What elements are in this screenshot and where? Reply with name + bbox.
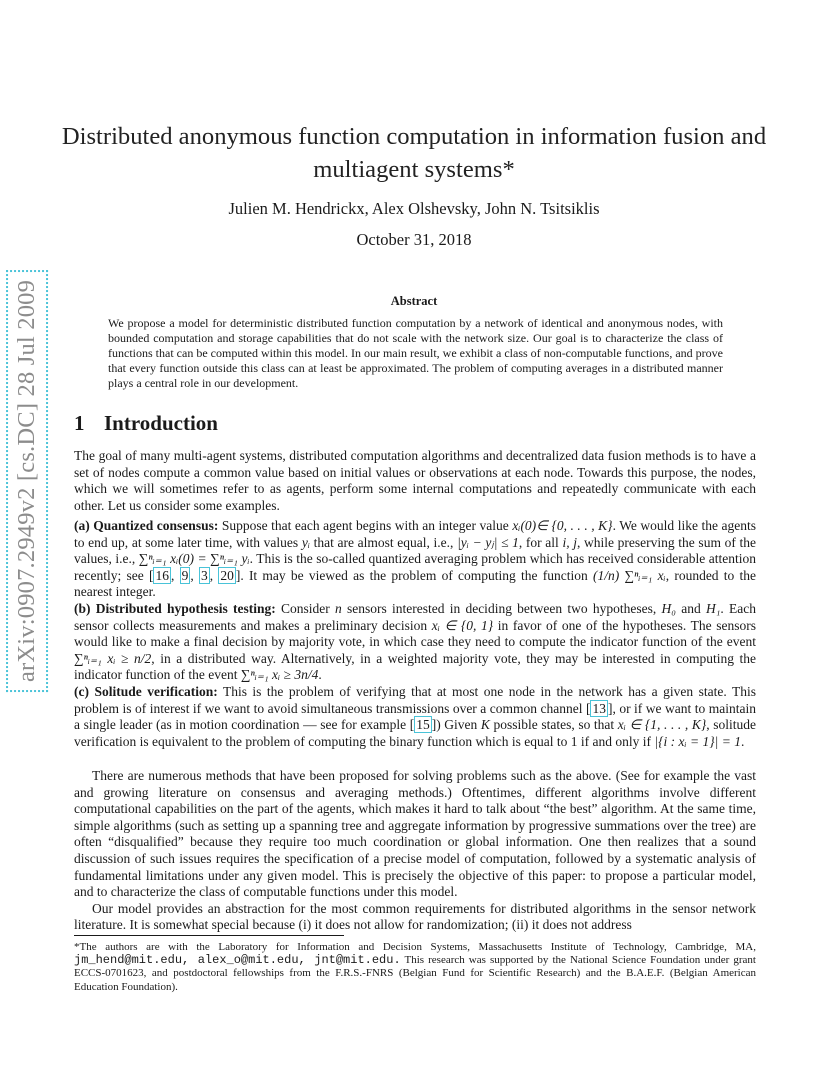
citation-link[interactable]: 20 [220, 567, 234, 583]
math-inline: K [480, 717, 490, 733]
paragraph-text: The goal of many multi-agent systems, distributed computation algorithms and decentralized data fusion methods is to have a set of nodes compute a common value based on initial values or observations at each node. Towards this purpose, the nodes, which we will sometimes refer to as agents, perform some internal computations and repeatedly communicate with each other. Let us consider some examples. [74, 448, 756, 513]
abstract-heading: Abstract [390, 294, 438, 308]
text-run: , solitude verification is equivalent to the problem of computing the binary function which is equal to 1 if and only if [74, 717, 757, 749]
math-inline: i, j [562, 534, 577, 550]
example-solitude-verification [74, 684, 756, 750]
author-list: Julien M. Hendrickx, Alex Olshevsky, John N. Tsitsiklis [228, 199, 600, 218]
math-inline: ∑ⁿᵢ₌₁ xᵢ ≥ n/2 [74, 650, 152, 666]
text-run: sensors interested in deciding between two hypotheses, [341, 600, 662, 616]
intro-paragraph [74, 448, 756, 514]
text-run: . [318, 667, 322, 683]
text-run: . We would like the agents to end up, at some later time, with values [74, 518, 756, 550]
text-run: . Each sensor collects measurements and makes a preliminary decision [74, 600, 757, 633]
citation-link[interactable]: 15 [416, 717, 430, 733]
text-run: This is the problem of verifying that at most one node in the network has a given state. This problem is of interest if we want to avoid simultaneous transmissions over a common channel [ [74, 683, 756, 716]
text-run: , [170, 567, 180, 583]
citation-link[interactable]: 16 [155, 567, 169, 583]
examples-block [74, 518, 756, 750]
text-run: ], or if we want to maintain a single leader (as in motion coordination — see for example [ [74, 700, 756, 733]
section-heading [74, 411, 218, 436]
text-run: , [209, 567, 219, 583]
text-run: Consider [275, 600, 335, 616]
math-inline: H₁ [705, 600, 721, 616]
text-run: , for all [518, 534, 563, 550]
math-inline: ∑ⁿᵢ₌₁ xᵢ ≥ 3n/4 [240, 667, 319, 683]
section-number: 1 [74, 411, 85, 435]
math-inline: ∑ⁿᵢ₌₁ xᵢ(0) = ∑ⁿᵢ₌₁ yᵢ [138, 551, 250, 567]
paragraph-text: Our model provides an abstraction for the most common requirements for distributed algorithms in the sensor network literature. It is somewhat special because (i) it does not allow for randomization; (ii) it does not address [74, 900, 756, 933]
arxiv-side-stamp [2, 272, 52, 690]
text-run: ]. It may be viewed as the problem of computing the function [235, 567, 594, 583]
text-run: , in a distributed way. Alternatively, in a weighted majority vote, they may be interested in computing the indicator function of the event [74, 650, 757, 683]
citation-link[interactable]: 13 [592, 700, 606, 716]
math-inline: xᵢ(0)∈ {0, . . . , K} [512, 518, 613, 533]
math-inline: |yᵢ − yⱼ| ≤ 1 [457, 534, 519, 550]
example-lead: (c) Solitude verification: [74, 683, 218, 699]
math-inline: xᵢ ∈ {0, 1} [431, 617, 494, 633]
footnote [74, 941, 756, 994]
math-inline: xᵢ ∈ {1, . . . , K} [617, 717, 707, 733]
body-paragraphs [74, 768, 756, 934]
arxiv-identifier[interactable]: arXiv:0907.2949v2 [cs.DC] 28 Jul 2009 [6, 270, 48, 692]
abstract-text: We propose a model for deterministic distributed function computation by a network of identical and anonymous nodes, with bounded computation and storage capabilities that do not scale with the network size. Our goal is to characterize the class of functions that can be computed within this model. In our main result, we exhibit a class of non-computable functions, and prove that every function outside this class can at least be approximated. The problem of computing averages in a distributed manner plays a central role in our development. [108, 316, 723, 390]
paragraph-text: There are numerous methods that have been proposed for solving problems such as the above. (See for example the vast and growing literature on consensus and averaging methods.) Oftentimes, different algorithms involve different computational capabilities on the part of the agents, which makes it hard to talk about “the best” algorithm. At the same time, simple algorithms (such as setting up a spanning tree and aggregate information by progressive summations over the tree) are often “disqualified” because they require too much coordination or global information. One then realizes that a sound discussion of such issues requires the specification of a precise model of computation, followed by a systematic analysis of fundamental limitations under any given model. This is precisely the objective of this paper: to propose a particular model, and to characterize the class of computable functions under this model. [74, 768, 756, 900]
text-run: and [675, 600, 706, 616]
citation-link[interactable]: 9 [181, 567, 189, 583]
math-inline: yᵢ [301, 534, 310, 550]
text-run: , rounded to the nearest integer. [74, 567, 757, 600]
citation-link[interactable]: 3 [200, 567, 208, 583]
footnote-text: This research was supported by the National Science Foundation under grant ECCS-0701623, and postdoctoral fellowships from the F.R.S.-FNRS (Belgian Fund for Scientific Research) and the B.A.E.F. (Belgian American Education Foundation). [74, 954, 756, 993]
text-run: possible states, so that [489, 717, 618, 733]
example-quantized-consensus [74, 518, 756, 601]
math-inline: |{i : xᵢ = 1}| = 1 [654, 733, 741, 749]
section-title: Introduction [104, 411, 218, 435]
text-run: in favor of one of the hypotheses. The sensors would like to make a final decision by majority vote, in which case they need to compute the indicator function of the event [74, 617, 757, 650]
example-lead: (b) Distributed hypothesis testing: [74, 600, 276, 616]
text-run: ]) Given [431, 717, 481, 733]
text-run: , while preserving the sum of the values, i.e., [74, 534, 756, 567]
example-lead: (a) Quantized consensus: [74, 518, 219, 533]
text-run: that are almost equal, i.e., [309, 534, 458, 550]
math-inline: n [335, 600, 342, 616]
footnote-text: *The authors are with the Laboratory for Information and Decision Systems, Massachusetts Institute of Technology, Cambridge, MA, [74, 941, 756, 953]
paper-date: October 31, 2018 [356, 230, 472, 249]
example-hypothesis-testing [74, 601, 756, 684]
math-inline: H₀ [661, 600, 676, 616]
text-run: Suppose that each agent begins with an integer value [218, 518, 513, 533]
text-run: , [190, 567, 199, 583]
footnote-emails[interactable]: jm_hend@mit.edu, alex_o@mit.edu, jnt@mit.edu. [74, 953, 401, 968]
text-run: . [740, 733, 745, 749]
text-run: . This is the so-called quantized averaging problem which has received considerable attention recently; see [ [74, 551, 756, 583]
paper-title: Distributed anonymous function computation in information fusion and multiagent systems* [61, 123, 767, 183]
footnote-rule [74, 935, 344, 936]
math-inline: (1/n) ∑ⁿᵢ₌₁ xᵢ [593, 567, 666, 583]
